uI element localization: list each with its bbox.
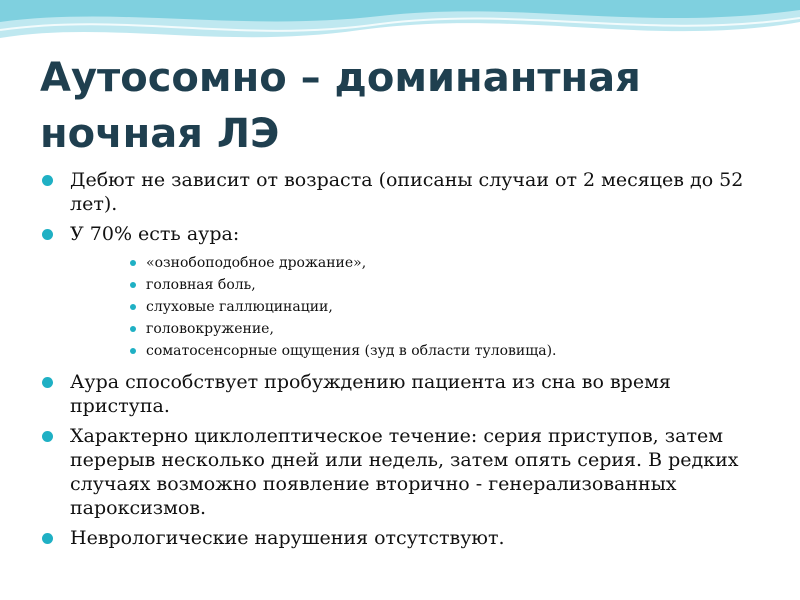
- sub-bullet-dot-icon: [130, 260, 136, 266]
- sub-bullet-text: «ознобоподобное дрожание»,: [146, 255, 367, 271]
- bullet-text: Дебют не зависит от возраста (описаны случаи от 2 месяцев до 52 лет).: [70, 169, 744, 215]
- sub-bullet-item: [128, 340, 770, 362]
- sub-bullet-text: соматосенсорные ощущения (зуд в области туловища).: [146, 343, 557, 359]
- sub-bullet-dot-icon: [130, 282, 136, 288]
- bullet-dot-icon: [42, 229, 53, 240]
- bullet-text: Неврологические нарушения отсутствуют.: [70, 527, 505, 549]
- bullet-dot-icon: [42, 175, 53, 186]
- sub-bullet-item: [128, 252, 770, 274]
- sub-bullet-dot-icon: [130, 348, 136, 354]
- sub-bullet-dot-icon: [130, 326, 136, 332]
- bullet-item: [40, 168, 770, 216]
- bullet-item: [40, 370, 770, 418]
- sub-bullet-text: головная боль,: [146, 277, 256, 293]
- aura-sublist: [128, 252, 770, 362]
- sub-bullet-text: головокружение,: [146, 321, 274, 337]
- bullet-text: У 70% есть аура:: [70, 223, 240, 245]
- sub-bullet-dot-icon: [130, 304, 136, 310]
- bullet-dot-icon: [42, 533, 53, 544]
- bullet-text: Аура способствует пробуждению пациента из сна во время приступа.: [70, 371, 671, 417]
- sub-bullet-item: [128, 296, 770, 318]
- bullet-item: [40, 526, 770, 550]
- bullet-text: Характерно циклолептическое течение: серия приступов, затем перерыв несколько дней или недель, затем опять серия. В редких случаях возможно появление вторично - генерализованных пароксизмов.: [70, 425, 739, 519]
- bullet-dot-icon: [42, 431, 53, 442]
- sub-bullet-item: [128, 274, 770, 296]
- sub-bullet-item: [128, 318, 770, 340]
- sub-bullet-text: слуховые галлюцинации,: [146, 299, 333, 315]
- bullet-item: [40, 424, 770, 520]
- bullet-dot-icon: [42, 377, 53, 388]
- bullet-item: [40, 222, 770, 246]
- bullet-list: [40, 168, 770, 556]
- slide-title: Аутосомно – доминантная ночная ЛЭ: [40, 55, 641, 157]
